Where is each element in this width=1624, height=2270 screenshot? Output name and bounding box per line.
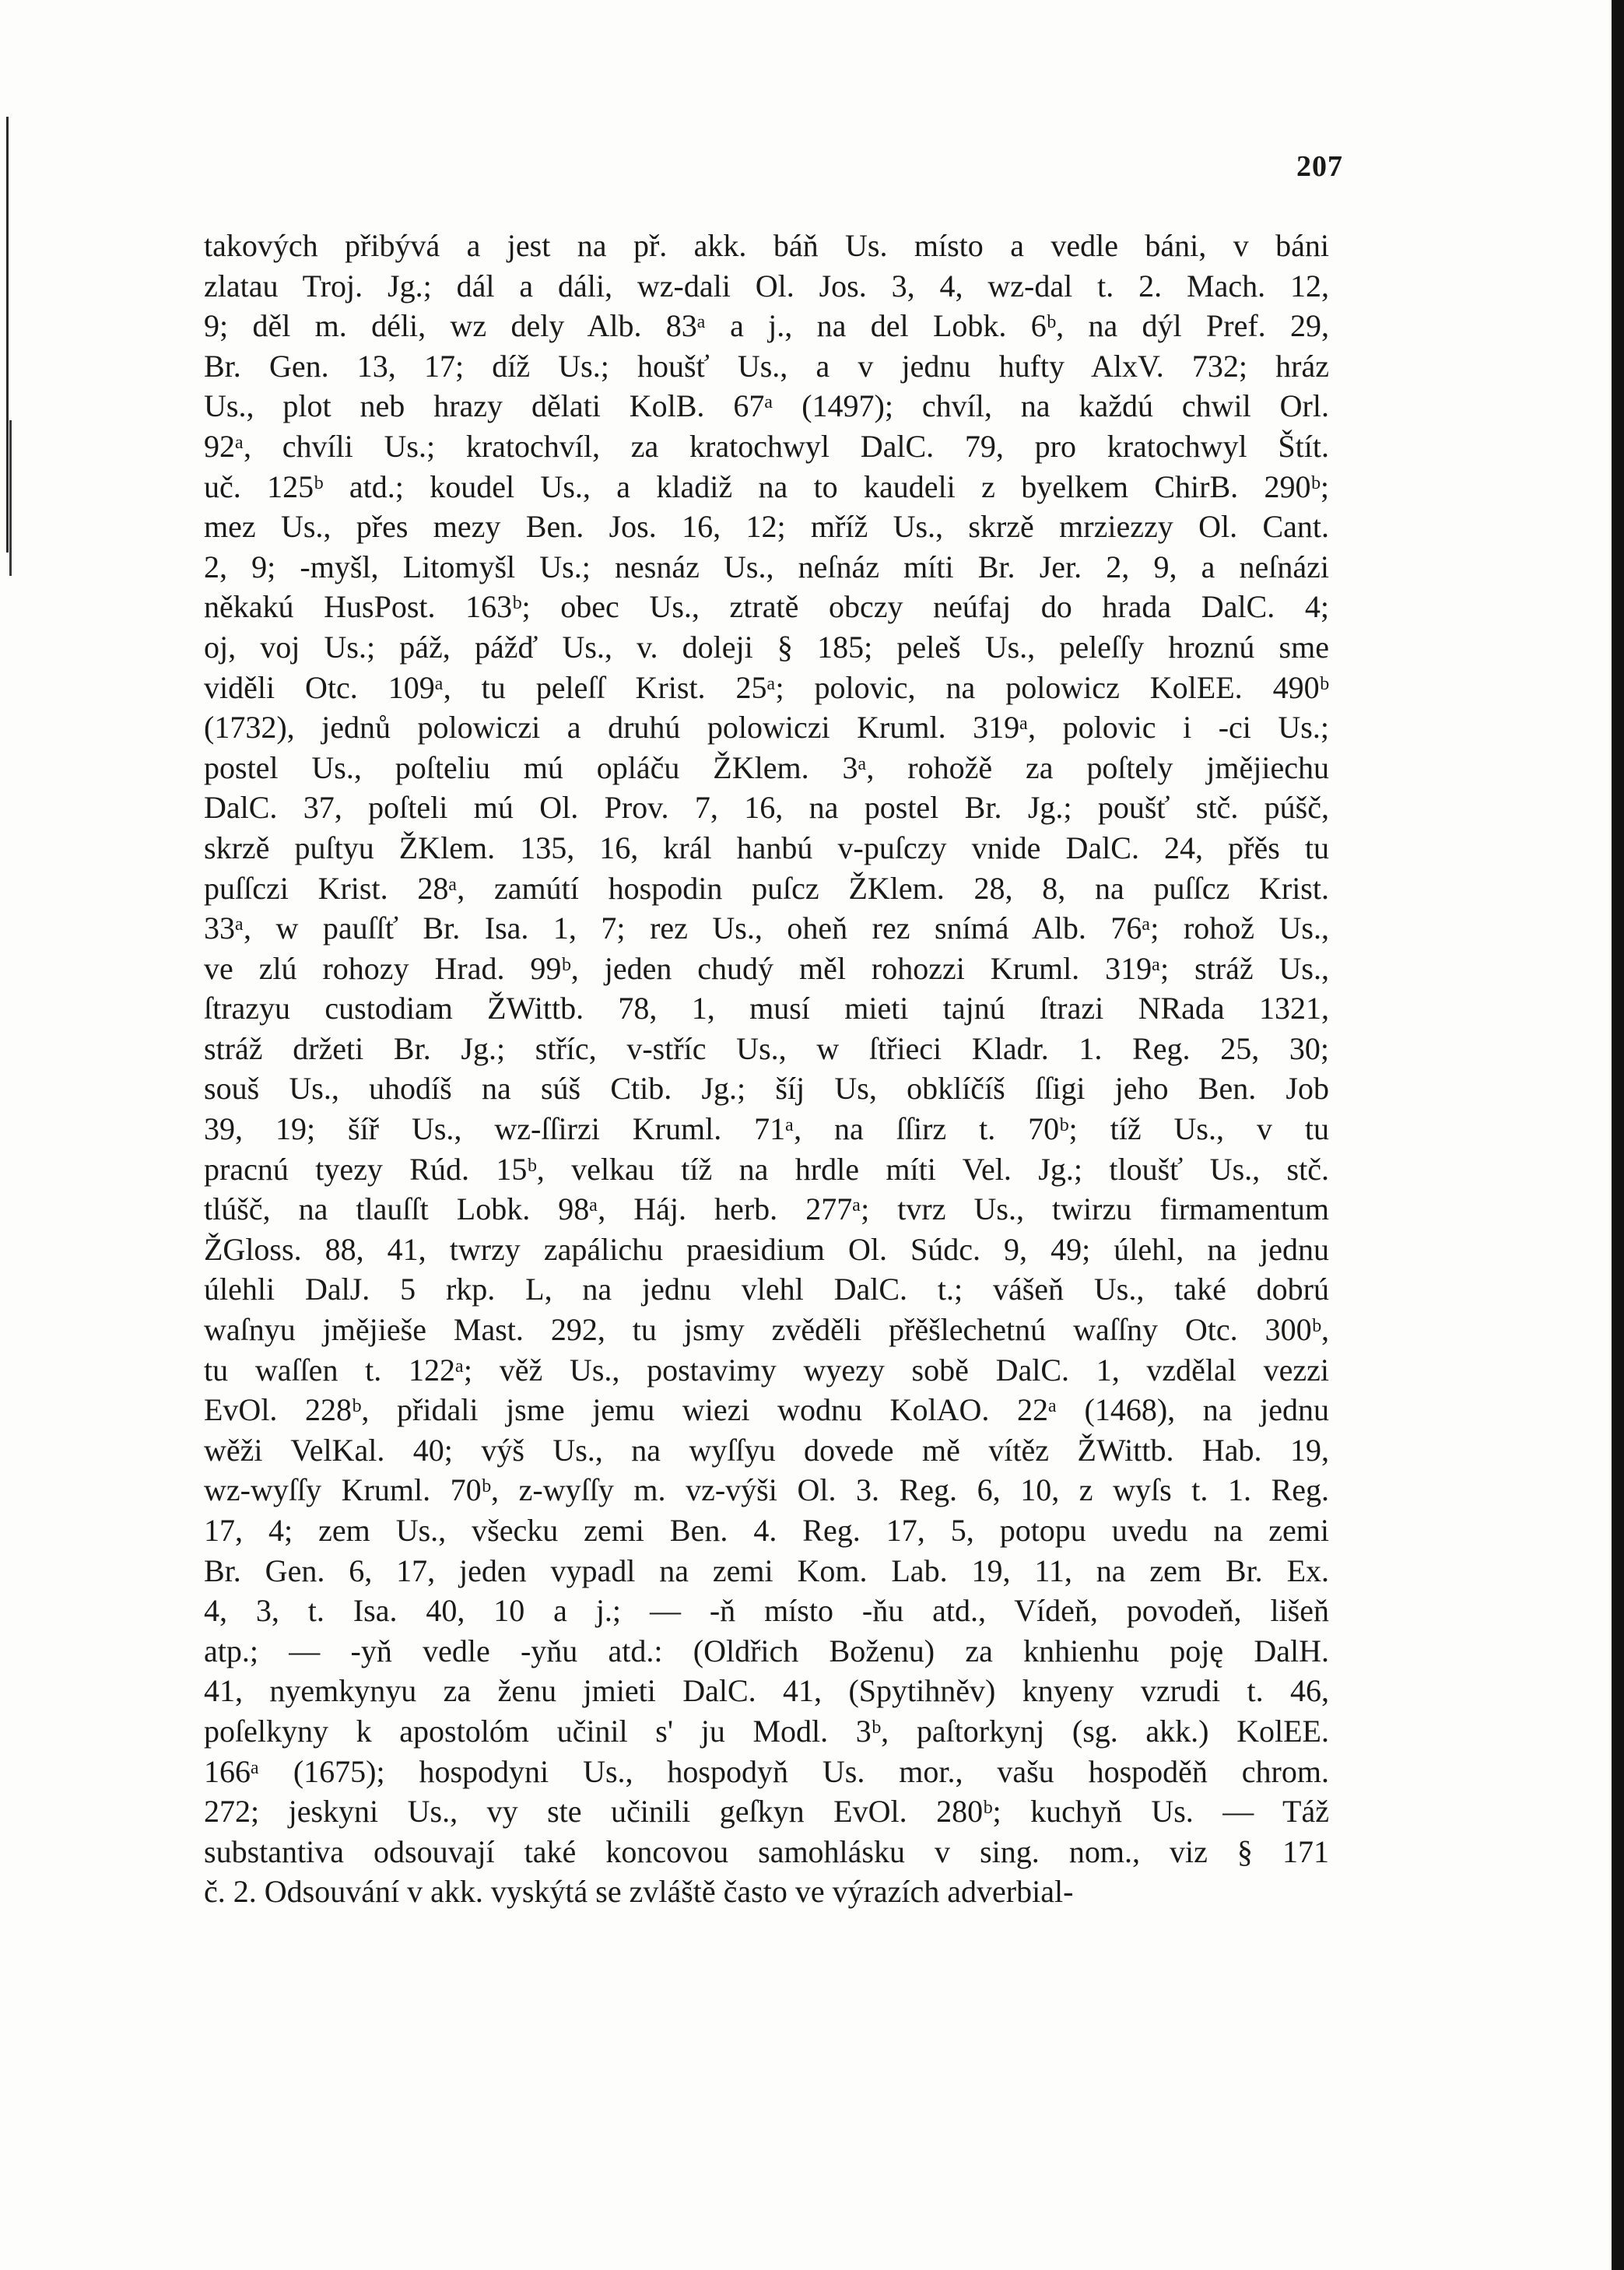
text-line: 17, 4; zem Us., všecku zemi Ben. 4. Reg. 17, 5, potopu uvedu na zemi <box>204 1513 1329 1548</box>
text-line: tu waſſen t. 122ᵃ; věž Us., postavimy wyezy sobě DalC. 1, vzdělal vezzi <box>204 1352 1329 1388</box>
text-line: substantiva odsouvají také koncovou samohlásku v sing. nom., viz § 171 <box>204 1833 1329 1869</box>
text-line: waſnyu jmějieše Mast. 292, tu jsmy zvěděli přěšlechetnú waſſny Otc. 300ᵇ, <box>204 1312 1329 1348</box>
text-line: mez Us., přes mezy Ben. Jos. 16, 12; mříž Us., skrzě mrziezzy Ol. Cant. <box>204 509 1329 545</box>
text-line: č. 2. Odsouvání v akk. vyskýtá se zvláště často ve výrazích adverbial- <box>204 1874 1074 1910</box>
text-line: 166ᵃ (1675); hospodyni Us., hospodyň Us. mor., vašu hospoděň chrom. <box>204 1753 1329 1789</box>
text-line: zlatau Troj. Jg.; dál a dáli, wz-dali Ol. Jos. 3, 4, wz-dal t. 2. Mach. 12, <box>204 268 1329 303</box>
text-line: uč. 125ᵇ atd.; koudel Us., a kladiž na to kaudeli z byelkem ChirB. 290ᵇ; <box>204 468 1329 504</box>
text-line: wěži VelKal. 40; výš Us., na wyſſyu dovede mě vítěz ŽWittb. Hab. 19, <box>204 1432 1329 1468</box>
text-line: skrzě puſtyu ŽKlem. 135, 16, král hanbú v-puſczy vnide DalC. 24, přěs tu <box>204 830 1329 865</box>
text-line: Br. Gen. 13, 17; díž Us.; houšť Us., a v jednu hufty AlxV. 732; hráz <box>204 348 1329 384</box>
text-line: viděli Otc. 109ᵃ, tu peleſſ Krist. 25ᵃ; polovic, na polowicz KolEE. 490ᵇ <box>204 669 1329 705</box>
text-line: 2, 9; -myšl, Litomyšl Us.; nesnáz Us., neſnáz míti Br. Jer. 2, 9, a neſnázi <box>204 549 1329 584</box>
text-line: tlúšč, na tlauſſt Lobk. 98ᵃ, Háj. herb. 277ᵃ; tvrz Us., twirzu firmamentum <box>204 1191 1329 1227</box>
text-line: stráž držeti Br. Jg.; stříc, v-stříc Us., w ſtřieci Kladr. 1. Reg. 25, 30; <box>204 1030 1329 1066</box>
text-line: ŽGloss. 88, 41, twrzy zapálichu praesidium Ol. Súdc. 9, 49; úlehl, na jednu <box>204 1231 1329 1267</box>
left-binding-shadow-lower <box>9 420 12 576</box>
right-page-edge <box>1612 0 1624 2270</box>
text-line: úlehli DalJ. 5 rkp. L, na jednu vlehl DalC. t.; vášeň Us., také dobrú <box>204 1272 1329 1307</box>
text-line: 4, 3, t. Isa. 40, 10 a j.; — -ň místo -ňu atd., Vídeň, povodeň, lišeň <box>204 1593 1329 1629</box>
text-line: ſtrazyu custodiam ŽWittb. 78, 1, musí mieti tajnú ſtrazi NRada 1321, <box>204 991 1329 1026</box>
text-line: 33ᵃ, w pauſſť Br. Isa. 1, 7; rez Us., oheň rez snímá Alb. 76ᵃ; rohož Us., <box>204 910 1329 946</box>
left-binding-shadow <box>6 117 9 553</box>
text-line: poſelkyny k apostolóm učinil s' ju Modl. 3ᵇ, paſtorkynj (sg. akk.) KolEE. <box>204 1713 1329 1749</box>
text-line: ve zlú rohozy Hrad. 99ᵇ, jeden chudý měl rohozzi Kruml. 319ᵃ; stráž Us., <box>204 950 1329 986</box>
text-line: někakú HusPost. 163ᵇ; obec Us., ztratě obczy neúfaj do hrada DalC. 4; <box>204 589 1329 625</box>
body-text <box>204 226 1329 1912</box>
text-line: puſſczi Krist. 28ᵃ, zamútí hospodin puſcz ŽKlem. 28, 8, na puſſcz Krist. <box>204 870 1329 906</box>
text-line: 9; děl m. déli, wz dely Alb. 83ᵃ a j., na del Lobk. 6ᵇ, na dýl Pref. 29, <box>204 308 1329 344</box>
page-number: 207 <box>1296 150 1343 183</box>
left-page-edge <box>0 0 11 2270</box>
text-line: oj, voj Us.; páž, pážď Us., v. doleji § 185; peleš Us., peleſſy hroznú sme <box>204 629 1329 665</box>
text-line: (1732), jednů polowiczi a druhú polowiczi Kruml. 319ᵃ, polovic i -ci Us.; <box>204 710 1329 746</box>
text-line: EvOl. 228ᵇ, přidali jsme jemu wiezi wodnu KolAO. 22ᵃ (1468), na jednu <box>204 1392 1329 1428</box>
text-line: Us., plot neb hrazy dělati KolB. 67ᵃ (1497); chvíl, na každú chwil Orl. <box>204 388 1329 424</box>
text-line: souš Us., uhodíš na súš Ctib. Jg.; šíj Us, obklíčíš ſſigi jeho Ben. Job <box>204 1071 1329 1107</box>
text-line: wz-wyſſy Kruml. 70ᵇ, z-wyſſy m. vz-výši Ol. 3. Reg. 6, 10, z wyſs t. 1. Reg. <box>204 1472 1329 1508</box>
text-line: Br. Gen. 6, 17, jeden vypadl na zemi Kom. Lab. 19, 11, na zem Br. Ex. <box>204 1553 1329 1588</box>
text-line: 92ᵃ, chvíli Us.; kratochvíl, za kratochwyl DalC. 79, pro kratochwyl Štít. <box>204 428 1329 464</box>
text-line: DalC. 37, poſteli mú Ol. Prov. 7, 16, na postel Br. Jg.; poušť stč. púšč, <box>204 790 1329 826</box>
text-line: atp.; — -yň vedle -yňu atd.: (Oldřich Boženu) za knhienhu poję DalH. <box>204 1633 1329 1668</box>
text-line: 41, nyemkynyu za ženu jmieti DalC. 41, (Spytihněv) knyeny vzrudi t. 46, <box>204 1673 1329 1709</box>
text-line: pracnú tyezy Rúd. 15ᵇ, velkau tíž na hrdle míti Vel. Jg.; tloušť Us., stč. <box>204 1151 1329 1187</box>
text-line: 272; jeskyni Us., vy ste učinili geſkyn EvOl. 280ᵇ; kuchyň Us. — Táž <box>204 1794 1329 1830</box>
text-line: takových přibývá a jest na př. akk. báň Us. místo a vedle báni, v báni <box>204 228 1329 263</box>
text-line: 39, 19; šíř Us., wz-ſſirzi Kruml. 71ᵃ, na ſſirz t. 70ᵇ; tíž Us., v tu <box>204 1111 1329 1147</box>
text-line: postel Us., poſteliu mú opláču ŽKlem. 3ᵃ, rohožě za poſtely jmějiechu <box>204 749 1329 785</box>
